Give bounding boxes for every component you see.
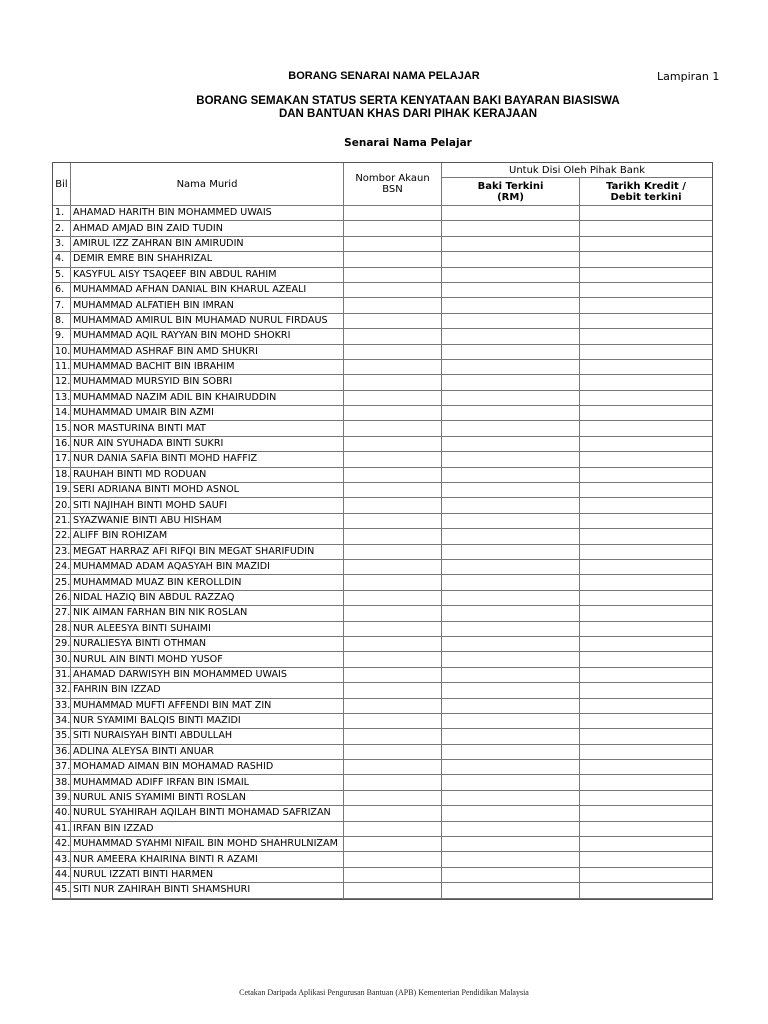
tarikh-kredit-cell xyxy=(580,622,712,637)
table-row xyxy=(53,483,712,498)
account-number-cell xyxy=(344,360,442,375)
list-title: Senarai Nama Pelajar xyxy=(344,137,472,149)
tarikh-kredit-line-1: Tarikh Kredit / xyxy=(606,180,686,192)
account-number-cell xyxy=(344,298,442,313)
account-number-cell xyxy=(344,283,442,298)
baki-terkini-cell xyxy=(442,206,580,221)
tarikh-kredit-cell xyxy=(580,606,712,621)
row-number: 10. xyxy=(53,345,71,360)
table-row xyxy=(53,298,712,313)
account-number-cell xyxy=(344,314,442,329)
table-row xyxy=(53,421,712,436)
table-row xyxy=(53,637,712,652)
baki-terkini-cell xyxy=(442,837,580,852)
tarikh-kredit-cell xyxy=(580,806,712,821)
account-number-cell xyxy=(344,206,442,221)
row-number: 32. xyxy=(53,683,71,698)
tarikh-kredit-cell xyxy=(580,221,712,236)
student-name: NUR AMEERA KHAIRINA BINTI R AZAMI xyxy=(71,852,344,867)
baki-terkini-cell xyxy=(442,345,580,360)
row-number: 8. xyxy=(53,314,71,329)
table-row xyxy=(53,545,712,560)
table-row xyxy=(53,560,712,575)
baki-terkini-cell xyxy=(442,699,580,714)
account-number-cell xyxy=(344,729,442,744)
table-row xyxy=(53,683,712,698)
tarikh-kredit-cell xyxy=(580,237,712,252)
row-number: 17. xyxy=(53,452,71,467)
row-number: 35. xyxy=(53,729,71,744)
tarikh-kredit-line-2: Debit terkini xyxy=(610,191,682,203)
tarikh-kredit-cell xyxy=(580,252,712,267)
baki-terkini-cell xyxy=(442,791,580,806)
account-number-cell xyxy=(344,498,442,513)
student-name: MUHAMMAD NAZIM ADIL BIN KHAIRUDDIN xyxy=(71,391,344,406)
footer-note: Cetakan Daripada Aplikasi Pengurusan Bantuan (APB) Kementerian Pendidikan Malaysia xyxy=(239,988,529,997)
account-number-cell xyxy=(344,883,442,898)
table-row xyxy=(53,791,712,806)
student-name: AHMAD AMJAD BIN ZAID TUDIN xyxy=(71,221,344,236)
student-name: AHAMAD DARWISYH BIN MOHAMMED UWAIS xyxy=(71,668,344,683)
row-number: 33. xyxy=(53,699,71,714)
table-row xyxy=(53,529,712,544)
tarikh-kredit-cell xyxy=(580,668,712,683)
student-name: AHAMAD HARITH BIN MOHAMMED UWAIS xyxy=(71,206,344,221)
row-number: 20. xyxy=(53,498,71,513)
account-number-cell xyxy=(344,806,442,821)
student-name: NUR SYAMIMI BALQIS BINTI MAZIDI xyxy=(71,714,344,729)
baki-terkini-cell xyxy=(442,452,580,467)
table-row xyxy=(53,268,712,283)
student-name: KASYFUL AISY TSAQEEF BIN ABDUL RAHIM xyxy=(71,268,344,283)
subtitle-line-2: DAN BANTUAN KHAS DARI PIHAK KERAJAAN xyxy=(278,108,538,120)
account-number-cell xyxy=(344,483,442,498)
tarikh-kredit-cell xyxy=(580,375,712,390)
baki-terkini-cell xyxy=(442,545,580,560)
table-row xyxy=(53,252,712,267)
account-number-cell xyxy=(344,591,442,606)
account-number-cell xyxy=(344,452,442,467)
tarikh-kredit-cell xyxy=(580,268,712,283)
account-number-cell xyxy=(344,714,442,729)
row-number: 27. xyxy=(53,606,71,621)
table-row xyxy=(53,375,712,390)
student-name: NURUL SYAHIRAH AQILAH BINTI MOHAMAD SAFRIZAN xyxy=(71,806,344,821)
baki-terkini-cell xyxy=(442,868,580,883)
tarikh-kredit-cell xyxy=(580,298,712,313)
baki-terkini-cell xyxy=(442,714,580,729)
row-number: 23. xyxy=(53,545,71,560)
baki-terkini-cell xyxy=(442,221,580,236)
tarikh-kredit-cell xyxy=(580,529,712,544)
account-number-cell xyxy=(344,252,442,267)
row-number: 14. xyxy=(53,406,71,421)
student-name: MUHAMMAD MUFTI AFFENDI BIN MAT ZIN xyxy=(71,699,344,714)
table-row xyxy=(53,868,712,883)
account-number-cell xyxy=(344,760,442,775)
account-number-cell xyxy=(344,745,442,760)
student-name: SERI ADRIANA BINTI MOHD ASNOL xyxy=(71,483,344,498)
table-row xyxy=(53,391,712,406)
account-number-cell xyxy=(344,868,442,883)
student-name: MUHAMMAD AMIRUL BIN MUHAMAD NURUL FIRDAUS xyxy=(71,314,344,329)
baki-terkini-cell xyxy=(442,498,580,513)
account-number-cell xyxy=(344,421,442,436)
account-number-cell xyxy=(344,606,442,621)
student-name: AMIRUL IZZ ZAHRAN BIN AMIRUDIN xyxy=(71,237,344,252)
row-number: 15. xyxy=(53,421,71,436)
tarikh-kredit-cell xyxy=(580,514,712,529)
baki-terkini-cell xyxy=(442,883,580,898)
table-row xyxy=(53,452,712,467)
baki-terkini-cell xyxy=(442,729,580,744)
tarikh-kredit-cell xyxy=(580,575,712,590)
account-number-cell xyxy=(344,699,442,714)
baki-terkini-cell xyxy=(442,637,580,652)
account-number-cell xyxy=(344,468,442,483)
tarikh-kredit-cell xyxy=(580,714,712,729)
row-number: 26. xyxy=(53,591,71,606)
table-row xyxy=(53,822,712,837)
baki-terkini-cell xyxy=(442,283,580,298)
row-number: 18. xyxy=(53,468,71,483)
tarikh-kredit-cell xyxy=(580,591,712,606)
row-number: 9. xyxy=(53,329,71,344)
table-row xyxy=(53,852,712,867)
column-header-nombor-akaun xyxy=(344,163,442,206)
student-name: MUHAMMAD BACHIT BIN IBRAHIM xyxy=(71,360,344,375)
tarikh-kredit-cell xyxy=(580,683,712,698)
account-number-cell xyxy=(344,268,442,283)
account-number-cell xyxy=(344,329,442,344)
tarikh-kredit-cell xyxy=(580,775,712,790)
tarikh-kredit-cell xyxy=(580,791,712,806)
account-number-cell xyxy=(344,668,442,683)
student-name: MUHAMMAD AQIL RAYYAN BIN MOHD SHOKRI xyxy=(71,329,344,344)
column-header-nama-murid: Nama Murid xyxy=(71,163,344,206)
row-number: 45. xyxy=(53,883,71,898)
account-number-cell xyxy=(344,637,442,652)
tarikh-kredit-cell xyxy=(580,283,712,298)
student-name: NUR ALEESYA BINTI SUHAIMI xyxy=(71,622,344,637)
baki-terkini-cell xyxy=(442,775,580,790)
row-number: 39. xyxy=(53,791,71,806)
baki-terkini-cell xyxy=(442,298,580,313)
row-number: 13. xyxy=(53,391,71,406)
table-row xyxy=(53,775,712,790)
tarikh-kredit-cell xyxy=(580,345,712,360)
student-name: MUHAMMAD ALFATIEH BIN IMRAN xyxy=(71,298,344,313)
baki-terkini-cell xyxy=(442,483,580,498)
tarikh-kredit-cell xyxy=(580,421,712,436)
table-row xyxy=(53,622,712,637)
student-name: MOHAMAD AIMAN BIN MOHAMAD RASHID xyxy=(71,760,344,775)
lampiran-label: Lampiran 1 xyxy=(657,70,720,83)
baki-terkini-cell xyxy=(442,237,580,252)
account-number-cell xyxy=(344,221,442,236)
table-row xyxy=(53,591,712,606)
tarikh-kredit-cell xyxy=(580,868,712,883)
baki-terkini-cell xyxy=(442,575,580,590)
student-name: NUR DANIA SAFIA BINTI MOHD HAFFIZ xyxy=(71,452,344,467)
student-name: MUHAMMAD ADAM AQASYAH BIN MAZIDI xyxy=(71,560,344,575)
baki-terkini-cell xyxy=(442,314,580,329)
account-number-cell xyxy=(344,345,442,360)
tarikh-kredit-cell xyxy=(580,452,712,467)
table-row xyxy=(53,729,712,744)
row-number: 38. xyxy=(53,775,71,790)
table-row xyxy=(53,575,712,590)
student-name: NUR AIN SYUHADA BINTI SUKRI xyxy=(71,437,344,452)
row-number: 30. xyxy=(53,652,71,667)
tarikh-kredit-cell xyxy=(580,852,712,867)
row-number: 7. xyxy=(53,298,71,313)
baki-terkini-cell xyxy=(442,268,580,283)
row-number: 29. xyxy=(53,637,71,652)
baki-terkini-cell xyxy=(442,560,580,575)
account-number-cell xyxy=(344,683,442,698)
row-number: 11. xyxy=(53,360,71,375)
student-name: FAHRIN BIN IZZAD xyxy=(71,683,344,698)
student-name: IRFAN BIN IZZAD xyxy=(71,822,344,837)
baki-terkini-cell xyxy=(442,329,580,344)
row-number: 41. xyxy=(53,822,71,837)
table-row xyxy=(53,668,712,683)
row-number: 2. xyxy=(53,221,71,236)
tarikh-kredit-cell xyxy=(580,822,712,837)
account-number-cell xyxy=(344,575,442,590)
row-number: 34. xyxy=(53,714,71,729)
column-header-tarikh-kredit xyxy=(580,178,712,206)
baki-terkini-cell xyxy=(442,852,580,867)
account-number-cell xyxy=(344,406,442,421)
table-row xyxy=(53,406,712,421)
account-number-cell xyxy=(344,437,442,452)
student-name: MUHAMMAD ADIFF IRFAN BIN ISMAIL xyxy=(71,775,344,790)
baki-terkini-cell xyxy=(442,606,580,621)
student-name: MUHAMMAD ASHRAF BIN AMD SHUKRI xyxy=(71,345,344,360)
tarikh-kredit-cell xyxy=(580,498,712,513)
student-name: MUHAMMAD MURSYID BIN SOBRI xyxy=(71,375,344,390)
row-number: 36. xyxy=(53,745,71,760)
student-name: NURUL ANIS SYAMIMI BINTI ROSLAN xyxy=(71,791,344,806)
tarikh-kredit-cell xyxy=(580,760,712,775)
baki-terkini-line-2: (RM) xyxy=(497,191,524,203)
student-name: SYAZWANIE BINTI ABU HISHAM xyxy=(71,514,344,529)
baki-terkini-cell xyxy=(442,375,580,390)
table-row xyxy=(53,237,712,252)
student-name: MUHAMMAD AFHAN DANIAL BIN KHARUL AZEALI xyxy=(71,283,344,298)
baki-terkini-cell xyxy=(442,529,580,544)
row-number: 5. xyxy=(53,268,71,283)
tarikh-kredit-cell xyxy=(580,560,712,575)
tarikh-kredit-cell xyxy=(580,360,712,375)
account-number-cell xyxy=(344,514,442,529)
baki-terkini-cell xyxy=(442,391,580,406)
account-number-cell xyxy=(344,375,442,390)
row-number: 6. xyxy=(53,283,71,298)
baki-terkini-cell xyxy=(442,591,580,606)
table-row xyxy=(53,760,712,775)
row-number: 37. xyxy=(53,760,71,775)
tarikh-kredit-cell xyxy=(580,206,712,221)
baki-terkini-cell xyxy=(442,683,580,698)
baki-terkini-cell xyxy=(442,668,580,683)
subtitle-line-1: BORANG SEMAKAN STATUS SERTA KENYATAAN BAKI BAYARAN BIASISWA xyxy=(196,95,620,107)
table-row xyxy=(53,314,712,329)
account-number-cell xyxy=(344,652,442,667)
student-name: RAUHAH BINTI MD RODUAN xyxy=(71,468,344,483)
student-name: NURALIESYA BINTI OTHMAN xyxy=(71,637,344,652)
baki-terkini-cell xyxy=(442,360,580,375)
table-row xyxy=(53,221,712,236)
tarikh-kredit-cell xyxy=(580,637,712,652)
baki-terkini-cell xyxy=(442,406,580,421)
student-name: SITI NURAISYAH BINTI ABDULLAH xyxy=(71,729,344,744)
form-subtitle xyxy=(0,95,768,121)
table-row xyxy=(53,514,712,529)
table-row xyxy=(53,699,712,714)
row-number: 4. xyxy=(53,252,71,267)
tarikh-kredit-cell xyxy=(580,483,712,498)
table-row xyxy=(53,745,712,760)
row-number: 1. xyxy=(53,206,71,221)
student-list-table xyxy=(52,162,713,900)
baki-terkini-cell xyxy=(442,806,580,821)
row-number: 21. xyxy=(53,514,71,529)
student-name: ALIFF BIN ROHIZAM xyxy=(71,529,344,544)
table-row xyxy=(53,606,712,621)
tarikh-kredit-cell xyxy=(580,437,712,452)
student-name: NURUL IZZATI BINTI HARMEN xyxy=(71,868,344,883)
row-number: 42. xyxy=(53,837,71,852)
row-number: 12. xyxy=(53,375,71,390)
table-row xyxy=(53,652,712,667)
student-name: MUHAMMAD UMAIR BIN AZMI xyxy=(71,406,344,421)
account-number-cell xyxy=(344,560,442,575)
nombor-akaun-line-2: BSN xyxy=(382,184,403,195)
account-number-cell xyxy=(344,775,442,790)
student-name: ADLINA ALEYSA BINTI ANUAR xyxy=(71,745,344,760)
tarikh-kredit-cell xyxy=(580,837,712,852)
account-number-cell xyxy=(344,837,442,852)
row-number: 40. xyxy=(53,806,71,821)
student-rows xyxy=(53,206,712,899)
account-number-cell xyxy=(344,791,442,806)
baki-terkini-cell xyxy=(442,437,580,452)
row-number: 19. xyxy=(53,483,71,498)
tarikh-kredit-cell xyxy=(580,652,712,667)
baki-terkini-cell xyxy=(442,622,580,637)
table-row xyxy=(53,883,712,898)
account-number-cell xyxy=(344,822,442,837)
student-name: MEGAT HARRAZ AFI RIFQI BIN MEGAT SHARIFUDIN xyxy=(71,545,344,560)
baki-terkini-line-1: Baki Terkini xyxy=(477,180,544,192)
baki-terkini-cell xyxy=(442,468,580,483)
table-row xyxy=(53,206,712,221)
baki-terkini-cell xyxy=(442,514,580,529)
account-number-cell xyxy=(344,391,442,406)
table-row xyxy=(53,806,712,821)
student-name: NOR MASTURINA BINTI MAT xyxy=(71,421,344,436)
tarikh-kredit-cell xyxy=(580,883,712,898)
table-row xyxy=(53,283,712,298)
form-title: BORANG SENARAI NAMA PELAJAR xyxy=(288,70,480,82)
row-number: 25. xyxy=(53,575,71,590)
student-name: NIK AIMAN FARHAN BIN NIK ROSLAN xyxy=(71,606,344,621)
account-number-cell xyxy=(344,237,442,252)
tarikh-kredit-cell xyxy=(580,314,712,329)
baki-terkini-cell xyxy=(442,421,580,436)
row-number: 22. xyxy=(53,529,71,544)
student-name: NURUL AIN BINTI MOHD YUSOF xyxy=(71,652,344,667)
tarikh-kredit-cell xyxy=(580,729,712,744)
table-row xyxy=(53,714,712,729)
table-row xyxy=(53,468,712,483)
column-header-bil: Bil xyxy=(53,163,71,206)
column-group-pihak-bank: Untuk Disi Oleh Pihak Bank xyxy=(442,163,712,178)
account-number-cell xyxy=(344,622,442,637)
student-name: NIDAL HAZIQ BIN ABDUL RAZZAQ xyxy=(71,591,344,606)
row-number: 31. xyxy=(53,668,71,683)
row-number: 28. xyxy=(53,622,71,637)
table-row xyxy=(53,837,712,852)
tarikh-kredit-cell xyxy=(580,406,712,421)
baki-terkini-cell xyxy=(442,822,580,837)
row-number: 43. xyxy=(53,852,71,867)
table-row xyxy=(53,437,712,452)
table-row xyxy=(53,329,712,344)
row-number: 16. xyxy=(53,437,71,452)
student-name: SITI NUR ZAHIRAH BINTI SHAMSHURI xyxy=(71,883,344,898)
tarikh-kredit-cell xyxy=(580,468,712,483)
student-name: DEMIR EMRE BIN SHAHRIZAL xyxy=(71,252,344,267)
row-number: 44. xyxy=(53,868,71,883)
tarikh-kredit-cell xyxy=(580,745,712,760)
account-number-cell xyxy=(344,852,442,867)
baki-terkini-cell xyxy=(442,745,580,760)
table-row xyxy=(53,498,712,513)
tarikh-kredit-cell xyxy=(580,329,712,344)
baki-terkini-cell xyxy=(442,652,580,667)
student-name: MUHAMMAD SYAHMI NIFAIL BIN MOHD SHAHRULNIZAM xyxy=(71,837,344,852)
table-row xyxy=(53,345,712,360)
account-number-cell xyxy=(344,545,442,560)
baki-terkini-cell xyxy=(442,760,580,775)
account-number-cell xyxy=(344,529,442,544)
student-name: SITI NAJIHAH BINTI MOHD SAUFI xyxy=(71,498,344,513)
baki-terkini-cell xyxy=(442,252,580,267)
tarikh-kredit-cell xyxy=(580,545,712,560)
row-number: 3. xyxy=(53,237,71,252)
column-header-baki-terkini xyxy=(442,178,580,206)
row-number: 24. xyxy=(53,560,71,575)
tarikh-kredit-cell xyxy=(580,699,712,714)
table-row xyxy=(53,360,712,375)
nombor-akaun-line-1: Nombor Akaun xyxy=(355,173,430,184)
student-name: MUHAMMAD MUAZ BIN KEROLLDIN xyxy=(71,575,344,590)
tarikh-kredit-cell xyxy=(580,391,712,406)
